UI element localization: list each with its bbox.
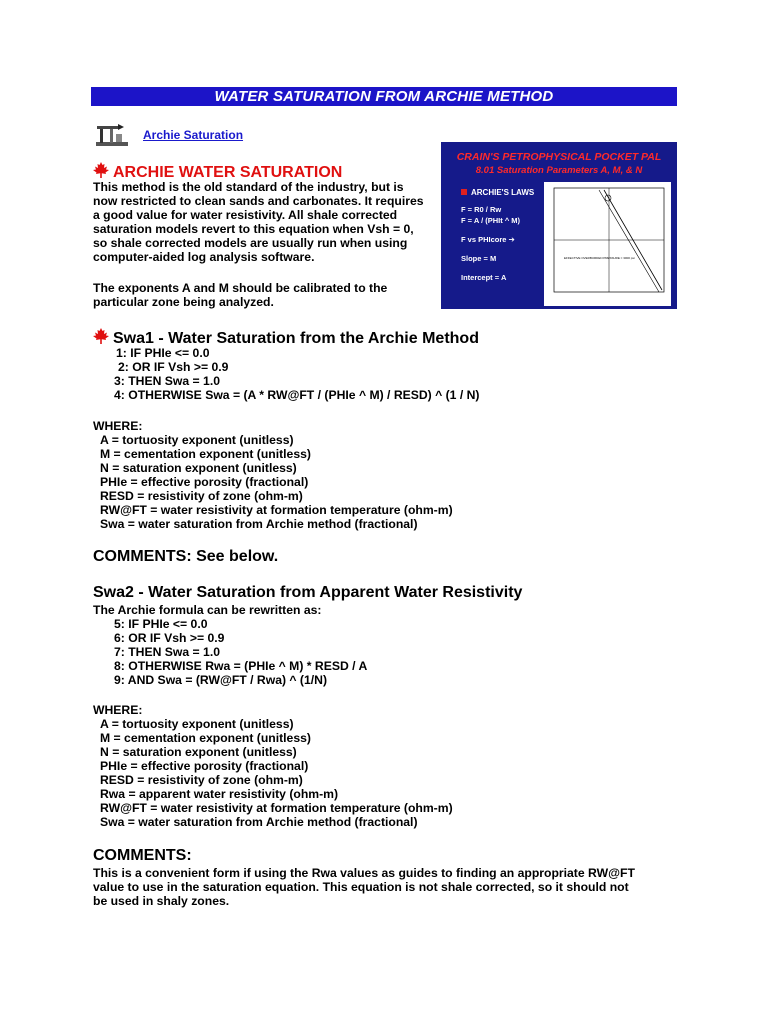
definition-line: RW@FT = water resistivity at formation temperature (ohm-m) — [100, 503, 453, 517]
pocket-pal-list — [461, 188, 534, 292]
definition-line: M = cementation exponent (unitless) — [100, 731, 311, 745]
pocket-pal-title: CRAIN'S PETROPHYSICAL POCKET PAL — [456, 151, 662, 163]
section-heading-archie-text: ARCHIE WATER SATURATION — [113, 164, 343, 181]
page-title-banner: WATER SATURATION FROM ARCHIE METHOD — [91, 87, 677, 106]
pocket-pal-item: F vs PHIcore ➔ — [461, 235, 515, 244]
definition-line: N = saturation exponent (unitless) — [100, 745, 297, 759]
pocket-pal-subtitle: 8.01 Saturation Parameters A, M, & N — [475, 165, 643, 176]
pocket-pal-header — [461, 188, 534, 197]
comments-heading-2: COMMENTS: — [93, 847, 192, 864]
pocket-pal-item: F = A / (PHIt ^ M) — [461, 216, 521, 225]
step-line: 4: OTHERWISE Swa = (A * RW@FT / (PHIe ^ M) / RESD) ^ (1 / N) — [114, 388, 480, 402]
comments-heading-1: COMMENTS: See below. — [93, 548, 279, 565]
pocket-pal-item: Slope = M — [461, 254, 497, 263]
red-square-icon — [461, 189, 467, 195]
step-line: 1: IF PHIe <= 0.0 — [116, 346, 210, 360]
oil-pumpjack-icon — [96, 118, 128, 148]
definition-line: RW@FT = water resistivity at formation temperature (ohm-m) — [100, 801, 453, 815]
definition-line: A = tortuosity exponent (unitless) — [100, 433, 294, 447]
definition-line: PHIe = effective porosity (fractional) — [100, 475, 309, 489]
swa2-intro: The Archie formula can be rewritten as: — [93, 603, 322, 617]
definition-line: PHIe = effective porosity (fractional) — [100, 759, 309, 773]
definition-line: Swa = water saturation from Archie method (fractional) — [100, 517, 418, 531]
pocket-pal-figure — [441, 142, 677, 309]
step-line: 3: THEN Swa = 1.0 — [114, 374, 221, 388]
pocket-pal-header-text: ARCHIE'S LAWS — [471, 188, 535, 197]
swa2-steps — [0, 617, 768, 689]
pocket-pal-item: F = R0 / Rw — [461, 205, 502, 214]
plot-label: EFFECTIVE OVERBURDEN PRESSURE = 3000 psi — [564, 256, 635, 260]
definition-line: A = tortuosity exponent (unitless) — [100, 717, 294, 731]
pocket-pal-item: Intercept = A — [461, 273, 507, 282]
step-line: 6: OR IF Vsh >= 0.9 — [114, 631, 225, 645]
step-line: 2: OR IF Vsh >= 0.9 — [118, 360, 229, 374]
step-line: 9: AND Swa = (RW@FT / Rwa) ^ (1/N) — [114, 673, 328, 687]
definition-line: M = cementation exponent (unitless) — [100, 447, 311, 461]
definition-line: RESD = resistivity of zone (ohm-m) — [100, 489, 303, 503]
formation-factor-plot — [544, 182, 671, 306]
swa1-heading-text: Swa1 - Water Saturation from the Archie Method — [113, 330, 479, 347]
step-line: 8: OTHERWISE Rwa = (PHIe ^ M) * RESD / A — [114, 659, 368, 673]
comments-paragraph: This is a convenient form if using the Rwa values as guides to finding an appropriate RW@FT value to use in the saturation equation. This equation is not shale corrected, so it should not be used in shaly zones. — [93, 866, 635, 908]
section-heading-archie — [93, 162, 342, 182]
definition-line: Swa = water saturation from Archie method (fractional) — [100, 815, 418, 829]
swa2-where-list — [0, 717, 768, 831]
swa2-heading: Swa2 - Water Saturation from Apparent Water Resistivity — [93, 584, 523, 601]
intro-paragraph: This method is the old standard of the industry, but is now restricted to clean sands and carbonates. It requires a good value for water resistivity. All shale corrected saturation models revert to this equation when Vsh = 0, so shale corrected models are usually run when using computer-aided log analysis software. — [93, 180, 424, 264]
definition-line: Rwa = apparent water resistivity (ohm-m) — [100, 787, 339, 801]
archie-saturation-link[interactable]: Archie Saturation — [143, 128, 244, 142]
definition-line: N = saturation exponent (unitless) — [100, 461, 297, 475]
swa1-steps — [0, 346, 768, 416]
swa1-where-list — [0, 433, 768, 533]
step-line: 5: IF PHIe <= 0.0 — [114, 617, 208, 631]
swa1-heading — [93, 328, 479, 348]
step-line: 7: THEN Swa = 1.0 — [114, 645, 221, 659]
exponents-paragraph: The exponents A and M should be calibrated to the particular zone being analyzed. — [93, 281, 388, 309]
definition-line: RESD = resistivity of zone (ohm-m) — [100, 773, 303, 787]
maple-leaf-icon — [93, 162, 109, 178]
maple-leaf-icon — [93, 328, 109, 344]
swa2-where-label: WHERE: — [93, 703, 143, 717]
swa1-where-label: WHERE: — [93, 419, 143, 433]
